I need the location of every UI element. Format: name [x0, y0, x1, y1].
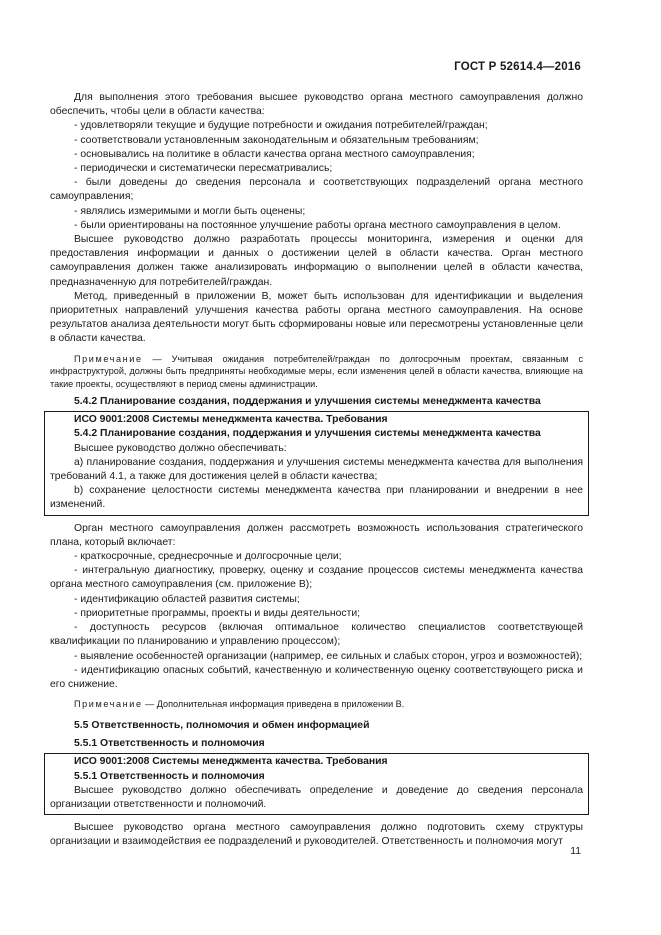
list-item: - были доведены до сведения персонала и соответствующих подразделений органа местного самоуправления;: [50, 177, 583, 203]
note: [50, 353, 583, 391]
note-text: — Учитывая ожидания потребителей/граждан по долгосрочным проектам, связанным с инфраструктурой, должны быть предприняты необходимые меры, если изменения целей в области качества, влияющие на такие проекты, осуществляют в период смены администрации.: [50, 353, 583, 390]
list-item: - идентификацию областей развития системы;: [74, 593, 300, 605]
list-item: - периодически и систематически пересматривались;: [74, 163, 333, 175]
section-heading-5-4-2: 5.4.2 Планирование создания, поддержания и улучшения системы менеджмента качества: [74, 396, 541, 408]
box-subtitle: 5.4.2 Планирование создания, поддержания и улучшения системы менеджмента качества: [74, 428, 541, 440]
list-item: - являлись измеримыми и могли быть оценены;: [74, 205, 306, 217]
note: [50, 698, 583, 711]
list-item: - выявление особенностей организации (например, ее сильных и слабых сторон, угроз и возможностей);: [74, 650, 583, 662]
list-item: - удовлетворяли текущие и будущие потребности и ожидания потребителей/граждан;: [74, 120, 488, 132]
paragraph-responsibility: Высшее руководство органа местного самоуправления должно подготовить схему структуры организации и взаимодействия ее подразделений и руководителей. Ответственность и полномочия могут: [50, 822, 583, 848]
page-content: [50, 91, 583, 850]
box-subtitle: 5.5.1 Ответственность и полномочия: [74, 770, 265, 782]
list-item: - доступность ресурсов (включая оптимальное количество специалистов соответствующей квалификации по планированию и управлению процессом);: [50, 622, 583, 648]
note-label: Примечание: [74, 353, 143, 364]
paragraph-method: Метод, приведенный в приложении В, может быть использован для идентификации и выделения приоритетных направлений улучшения качества работы органа местного самоуправления. На основе результатов анализа деятельности могут быть сформированы новые или пересмотрены установленные цели в области качества.: [50, 290, 583, 345]
paragraph-strategic-plan: Орган местного самоуправления должен рассмотреть возможность использования стратегического плана, который включает:: [50, 522, 583, 548]
box-item-a: а) планирование создания, поддержания и улучшения системы менеджмента качества для выполнения требований 4.1, а также для достижения целей в области качества;: [50, 456, 583, 483]
note-text: — Дополнительная информация приведена в приложении В.: [142, 699, 405, 710]
list-item: - соответствовали установленным законодательным и обязательным требованиям;: [74, 134, 479, 146]
list-item: - идентификацию опасных событий, качественную и количественную оценку соответствующего риска и его снижение.: [50, 664, 583, 690]
standard-header: ГОСТ Р 52614.4—2016: [454, 61, 581, 73]
section-heading-5-5: 5.5 Ответственность, полномочия и обмен информацией: [74, 719, 370, 731]
list-item: - основывались на политике в области качества органа местного самоуправления;: [74, 148, 475, 160]
box-title: ИСО 9001:2008 Системы менеджмента качества. Требования: [74, 756, 388, 768]
box-text: Высшее руководство должно обеспечивать определение и доведение до сведения персонала организации ответственности и полномочий.: [50, 784, 583, 810]
list-item: - были ориентированы на постоянное улучшение работы органа местного самоуправления в целом.: [74, 219, 561, 231]
list-item: - приоритетные программы, проекты и виды деятельности;: [74, 607, 361, 619]
box-item-b: b) сохранение целостности системы менеджмента качества при планировании и внедрении в нее изменений.: [50, 485, 583, 511]
list-item: - интегральную диагностику, проверку, оценку и создание процессов системы менеджмента качества органа местного самоуправления (см. приложение В);: [50, 565, 583, 591]
list-item: - краткосрочные, среднесрочные и долгосрочные цели;: [74, 551, 342, 563]
box-title: ИСО 9001:2008 Системы менеджмента качества. Требования: [74, 414, 388, 426]
iso-quote-box: [44, 411, 589, 515]
paragraph-intro: Для выполнения этого требования высшее руководство органа местного самоуправления должно обеспечить, чтобы цели в области качества:: [50, 92, 583, 118]
box-lead: Высшее руководство должно обеспечивать:: [74, 442, 287, 454]
page-number: 11: [570, 846, 581, 857]
iso-quote-box: [44, 753, 589, 815]
note-label: Примечание: [74, 699, 143, 710]
paragraph-monitoring: Высшее руководство должно разработать процессы мониторинга, измерения и оценки для предоставления информации и данных о достижении целей в области качества. Орган местного самоуправления должен также анализировать информацию о выполнении целей в области качества, предназначенную для потребителей/граждан.: [50, 234, 583, 288]
section-heading-5-5-1: 5.5.1 Ответственность и полномочия: [74, 738, 265, 750]
